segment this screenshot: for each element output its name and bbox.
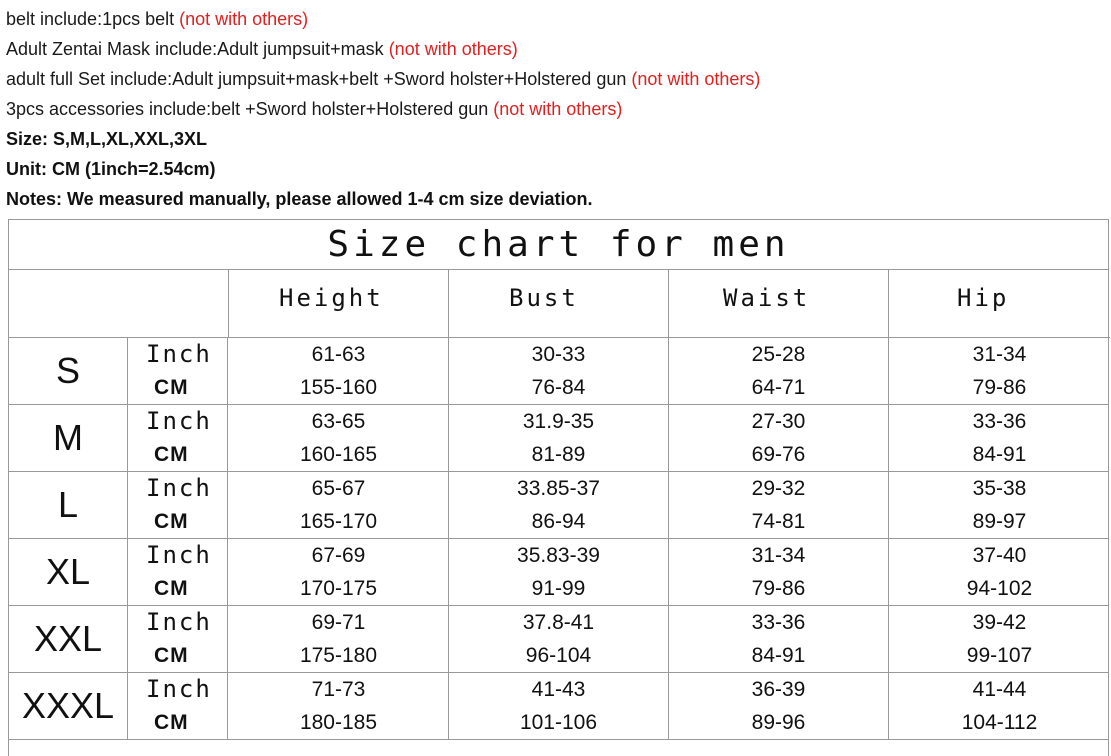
waist-inch-value: 33-36 — [669, 606, 889, 639]
unit-inch-label: Inch — [128, 539, 228, 572]
hip-cm-value: 79-86 — [972, 376, 1027, 399]
size-label: M — [9, 405, 128, 471]
hip-inch-value: 39-42 — [972, 611, 1027, 634]
size-row-xxxl — [9, 673, 1108, 740]
note-line-accessories: 3pcs accessories include:belt +Sword holster+Holstered gun (not with others) — [6, 99, 623, 119]
height-cm-value: 160-165 — [229, 438, 449, 472]
height-cm-value: 175-180 — [229, 639, 449, 673]
height-inch-value: 63-65 — [229, 405, 449, 438]
product-notes — [6, 4, 1106, 214]
header-height: Height — [229, 270, 449, 338]
unit-inch-label: Inch — [128, 405, 228, 438]
not-with-others-label: (not with others) — [493, 99, 623, 119]
waist-cm-value: 64-71 — [669, 371, 889, 405]
waist-inch-value: 36-39 — [669, 673, 889, 706]
note-line-full-set: adult full Set include:Adult jumpsuit+mask+belt +Sword holster+Holstered gun (not with others) — [6, 69, 761, 89]
bust-cm-value: 81-89 — [449, 438, 669, 472]
height-inch-value: 71-73 — [229, 673, 449, 706]
hip-inch-value: 35-38 — [972, 477, 1027, 500]
size-row-xxl — [9, 606, 1108, 673]
height-inch-value: 61-63 — [229, 338, 449, 371]
height-cm-value: 165-170 — [229, 505, 449, 539]
hip-inch-value: 37-40 — [972, 544, 1027, 567]
bust-inch-value: 41-43 — [449, 673, 669, 706]
height-cm-value: 170-175 — [229, 572, 449, 606]
unit-inch-label: Inch — [128, 338, 228, 371]
size-row-m — [9, 405, 1108, 472]
size-line: Size: S,M,L,XL,XXL,3XL — [6, 129, 208, 149]
unit-cm-label: CM — [128, 505, 228, 539]
header-empty-cell — [9, 270, 229, 338]
bust-cm-value: 76-84 — [449, 371, 669, 405]
header-waist: Waist — [669, 270, 889, 338]
size-label: S — [9, 338, 128, 404]
hip-inch-value: 31-34 — [972, 343, 1027, 366]
hip-inch-value: 41-44 — [972, 678, 1027, 701]
height-cm-value: 180-185 — [229, 706, 449, 740]
bust-inch-value: 35.83-39 — [449, 539, 669, 572]
unit-cm-label: CM — [128, 371, 228, 405]
unit-inch-label: Inch — [128, 673, 228, 706]
hip-cm-value: 104-112 — [961, 711, 1038, 734]
hip-cm-value: 99-107 — [966, 644, 1033, 667]
not-with-others-label: (not with others) — [179, 9, 309, 29]
height-inch-value: 67-69 — [229, 539, 449, 572]
size-chart-table — [8, 219, 1109, 756]
note-line-belt: belt include:1pcs belt (not with others) — [6, 9, 309, 29]
height-cm-value: 155-160 — [229, 371, 449, 405]
bust-cm-value: 101-106 — [449, 706, 669, 740]
unit-line: Unit: CM (1inch=2.54cm) — [6, 159, 216, 179]
height-inch-value: 69-71 — [229, 606, 449, 639]
waist-cm-value: 74-81 — [669, 505, 889, 539]
waist-inch-value: 29-32 — [669, 472, 889, 505]
unit-cm-label: CM — [128, 572, 228, 606]
waist-cm-value: 69-76 — [669, 438, 889, 472]
bust-inch-value: 30-33 — [449, 338, 669, 371]
unit-cm-label: CM — [128, 639, 228, 673]
unit-cm-label: CM — [128, 706, 228, 740]
hip-cm-value: 94-102 — [966, 577, 1033, 600]
size-label: L — [9, 472, 128, 538]
waist-inch-value: 25-28 — [669, 338, 889, 371]
waist-cm-value: 79-86 — [669, 572, 889, 606]
bust-inch-value: 37.8-41 — [449, 606, 669, 639]
size-row-l — [9, 472, 1108, 539]
note-line-mask: Adult Zentai Mask include:Adult jumpsuit+mask (not with others) — [6, 39, 518, 59]
bust-cm-value: 91-99 — [449, 572, 669, 606]
chart-title: Size chart for men — [9, 220, 1108, 270]
height-inch-value: 65-67 — [229, 472, 449, 505]
bust-cm-value: 86-94 — [449, 505, 669, 539]
size-label: XXL — [9, 606, 128, 672]
header-hip: Hip — [889, 270, 1110, 338]
notes-line: Notes: We measured manually, please allowed 1-4 cm size deviation. — [6, 189, 593, 209]
hip-inch-value: 33-36 — [972, 410, 1027, 433]
bust-inch-value: 33.85-37 — [449, 472, 669, 505]
waist-cm-value: 84-91 — [669, 639, 889, 673]
unit-cm-label: CM — [128, 438, 228, 472]
bust-inch-value: 31.9-35 — [449, 405, 669, 438]
header-bust: Bust — [449, 270, 669, 338]
bust-cm-value: 96-104 — [449, 639, 669, 673]
hip-cm-value: 89-97 — [972, 510, 1027, 533]
unit-inch-label: Inch — [128, 472, 228, 505]
not-with-others-label: (not with others) — [388, 39, 518, 59]
hip-cm-value: 84-91 — [972, 443, 1027, 466]
size-row-xl — [9, 539, 1108, 606]
unit-inch-label: Inch — [128, 606, 228, 639]
waist-inch-value: 27-30 — [669, 405, 889, 438]
size-label: XXXL — [9, 673, 128, 739]
size-row-s — [9, 338, 1108, 405]
waist-inch-value: 31-34 — [669, 539, 889, 572]
size-label: XL — [9, 539, 128, 605]
not-with-others-label: (not with others) — [631, 69, 761, 89]
waist-cm-value: 89-96 — [669, 706, 889, 740]
